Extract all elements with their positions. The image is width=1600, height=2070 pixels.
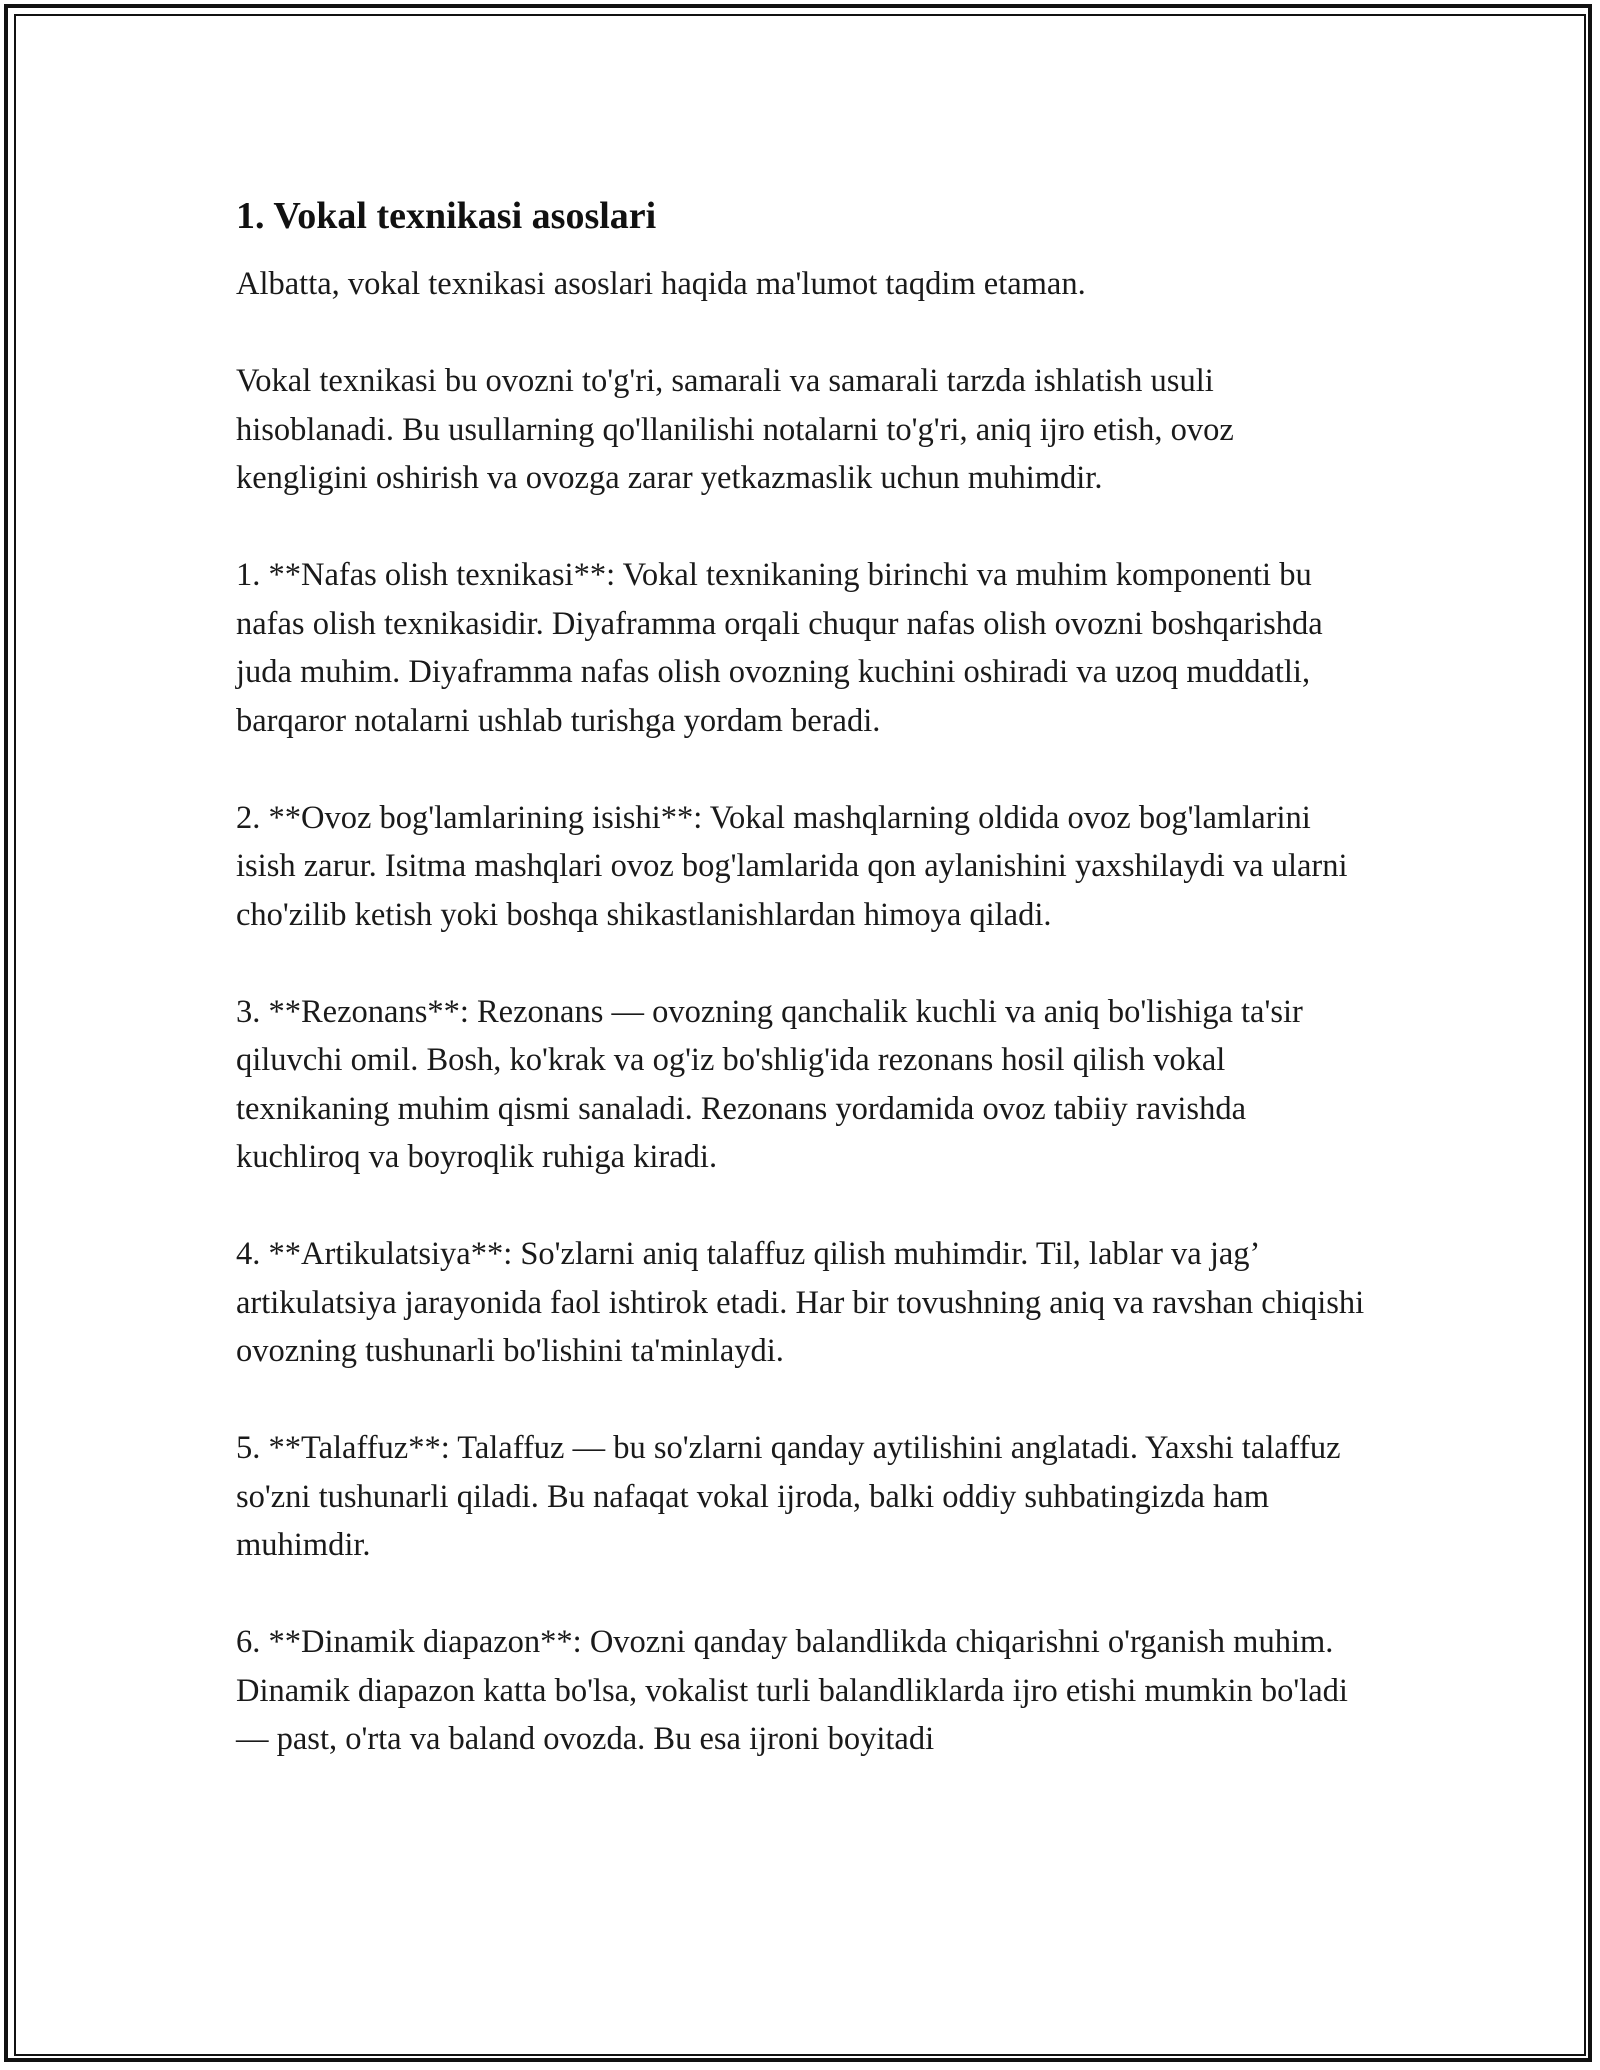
list-item-articulation: 4. **Artikulatsiya**: So'zlarni aniq talaffuz qilish muhimdir. Til, lablar va jag’ artikulatsiya jarayonida faol ishtirok etadi. Har bir tovushning aniq va ravshan chiqishi ovozning tushunarli bo'lishini ta'minlaydi. xyxy=(236,1236,1365,1369)
list-item-warmup: 2. **Ovoz bog'lamlarining isishi**: Vokal mashqlarning oldida ovoz bog'lamlarini isish zarur. Isitma mashqlari ovoz bog'lamlarida qon aylanishini yaxshilaydi va ularni cho'zilib ketish yoki boshqa shikastlanishlardan himoya qiladi. xyxy=(236,799,1348,933)
list-item-resonance: 3. **Rezonans**: Rezonans — ovozning qanchalik kuchli va aniq bo'lishiga ta'sir qiluvchi omil. Bosh, ko'krak va og'iz bo'shlig'ida rezonans hosil qilish vokal texnikaning muhim qismi sanaladi. Rezonans yordamida ovoz tabiiy ravishda kuchliroq va boyroqlik ruhiga kiradi. xyxy=(236,993,1303,1175)
intro-paragraph: Albatta, vokal texnikasi asoslari haqida ma'lumot taqdim etaman. xyxy=(236,266,1086,302)
list-item-breathing: 1. **Nafas olish texnikasi**: Vokal texnikaning birinchi va muhim komponenti bu nafas olish texnikasidir. Diyaframma orqali chuqur nafas olish ovozni boshqarishda juda muhim. Diyaframma nafas olish ovozning kuchini oshiradi va uzoq muddatli, barqaror notalarni ushlab turishga yordam beradi. xyxy=(236,557,1323,739)
list-item-dynamic-range: 6. **Dinamik diapazon**: Ovozni qanday balandlikda chiqarishni o'rganish muhim. Dinamik diapazon katta bo'lsa, vokalist turli balandliklarda ijro etishi mumkin bo'ladi — past, o'rta va baland ovozda. Bu esa ijroni boyitadi xyxy=(236,1624,1348,1757)
document-body xyxy=(236,188,1366,1812)
definition-paragraph: Vokal texnikasi bu ovozni to'g'ri, samarali va samarali tarzda ishlatish usuli hisoblanadi. Bu usullarning qo'llanilishi notalarni to'g'ri, aniq ijro etish, ovoz kengligini oshirish va ovozga zarar yetkazmaslik uchun muhimdir. xyxy=(236,363,1234,496)
list-item-pronunciation: 5. **Talaffuz**: Talaffuz — bu so'zlarni qanday aytilishini anglatadi. Yaxshi talaffuz so'zni tushunarli qiladi. Bu nafaqat vokal ijroda, balki oddiy suhbatingizda ham muhimdir. xyxy=(236,1430,1341,1563)
document-title: 1. Vokal texnikasi asoslari xyxy=(236,195,657,237)
